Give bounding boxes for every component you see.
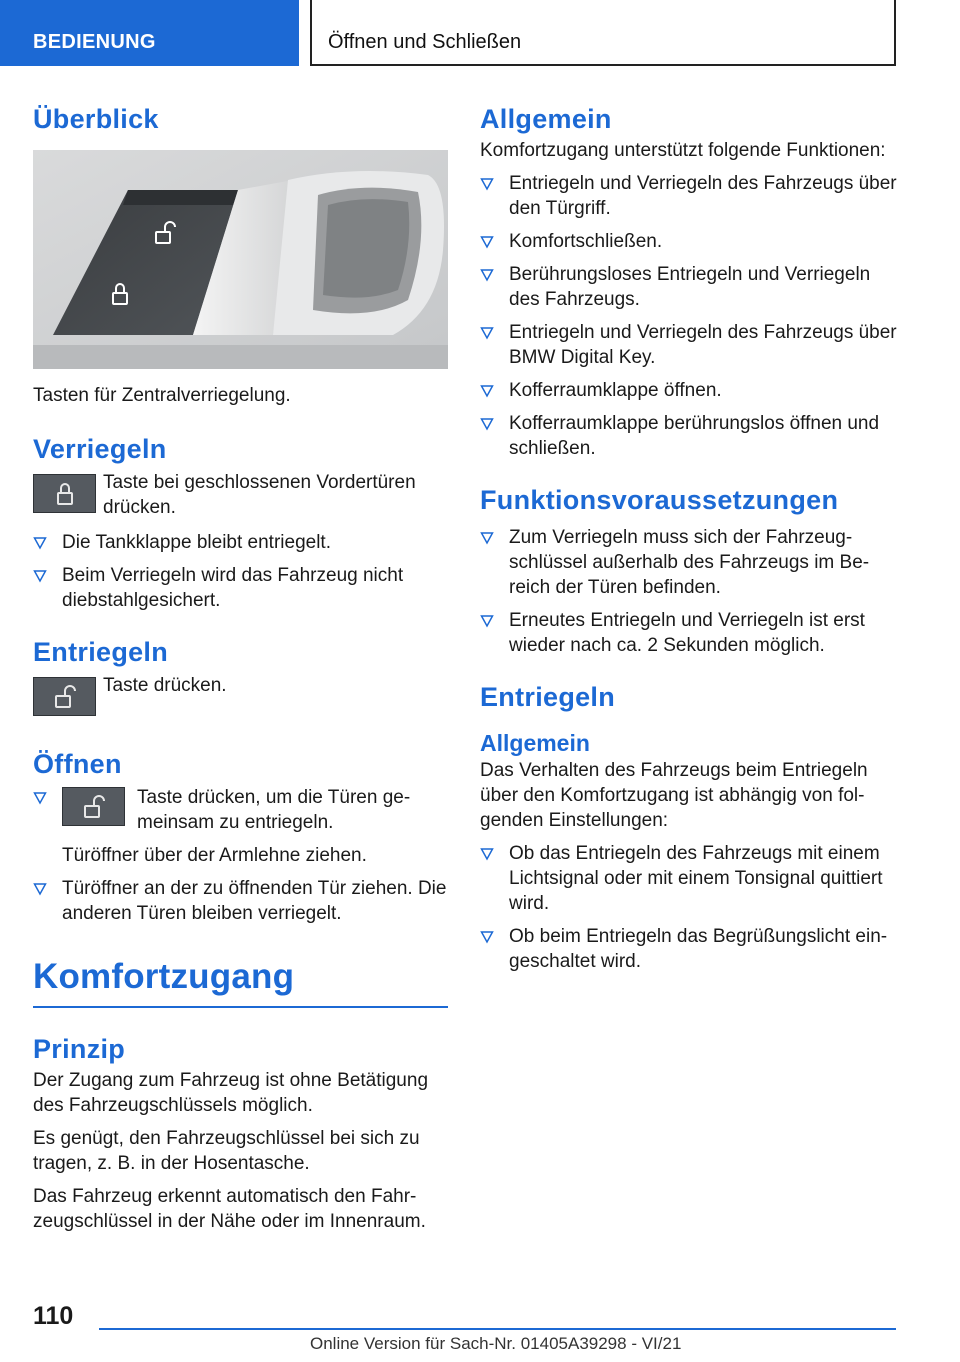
list-item <box>480 171 900 221</box>
list-item <box>33 563 448 613</box>
right-column <box>480 100 900 974</box>
section-tab: BEDIENUNG <box>0 0 299 66</box>
list-item-text: Zum Verriegeln muss sich der Fahrzeugschlüssel außerhalb des Fahrzeugs im Bereich der Türen befinden. <box>509 527 870 598</box>
bullet-triangle-icon <box>33 786 47 808</box>
principle-paragraph-2: Es genügt, den Fahrzeugschlüssel bei sich zu tragen, z. B. in der Hosentasche. <box>33 1128 420 1174</box>
list-item-text: Entriegeln und Verriegeln des Fahrzeugs über BMW Digital Key. <box>509 322 897 368</box>
heading-overview: Überblick <box>33 104 159 134</box>
list-item-text: Türöffner an der zu öffnenden Tür ziehen. Die anderen Türen bleiben verriegelt. <box>62 878 447 924</box>
bullet-triangle-icon <box>480 842 494 864</box>
open-subtext: Türöffner über der Armlehne ziehen. <box>62 845 367 866</box>
bullet-triangle-icon <box>480 526 494 548</box>
left-column <box>33 100 448 1234</box>
list-item-text: Ob das Entriegeln des Fahrzeugs mit einem Lichtsignal oder mit einem Tonsignal quittiert wird. <box>509 843 883 914</box>
lock-text: Taste bei geschlossenen Vordertüren drücken. <box>103 472 416 518</box>
principle-paragraph-1: Der Zugang zum Fahrzeug ist ohne Betätigung des Fahrzeugschlüssels möglich. <box>33 1070 429 1116</box>
list-item <box>480 841 900 916</box>
heading-principle: Prinzip <box>33 1034 126 1064</box>
list-item <box>480 229 900 254</box>
list-item-text: Kofferraumklappe öffnen. <box>509 380 722 401</box>
list-item <box>480 320 900 370</box>
bullet-triangle-icon <box>33 531 47 553</box>
list-item-text: Ob beim Entriegeln das Begrüßungslicht eingeschaltet wird. <box>509 926 888 972</box>
general-list <box>480 171 900 461</box>
bullet-triangle-icon <box>480 263 494 285</box>
page-number: 110 <box>33 1302 74 1330</box>
unlock-instruction <box>33 673 448 725</box>
list-item-text: Taste drücken, um die Türen gemeinsam zu entriegeln. <box>137 787 411 833</box>
list-item <box>33 876 448 926</box>
footer-divider <box>99 1328 896 1330</box>
principle-paragraph-3: Das Fahrzeug erkennt automatisch den Fahrzeugschlüssel in der Nähe oder im Innenraum. <box>33 1186 426 1232</box>
list-item-text: Komfortschließen. <box>509 231 663 252</box>
bullet-triangle-icon <box>480 321 494 343</box>
heading-open: Öffnen <box>33 749 122 779</box>
requirements-list <box>480 525 900 658</box>
door-handle-photo <box>33 150 448 369</box>
list-item-text: Berührungsloses Entriegeln und Verriegeln des Fahrzeugs. <box>509 264 871 310</box>
list-item <box>480 924 900 974</box>
heading-general: Allgemein <box>480 104 612 134</box>
unlock-settings-list <box>480 841 900 974</box>
bullet-triangle-icon <box>33 564 47 586</box>
unlock-intro: Das Verhalten des Fahrzeugs beim Entriegeln über den Komfortzugang ist abhängig von folgenden Einstellungen: <box>480 760 868 831</box>
subheading-general: Allgemein <box>480 730 590 756</box>
list-item-text: Erneutes Entriegeln und Verriegeln ist erst wieder nach ca. 2 Sekunden möglich. <box>509 610 865 656</box>
heading-requirements: Funktionsvoraussetzungen <box>480 485 839 515</box>
bullet-triangle-icon <box>480 925 494 947</box>
bullet-triangle-icon <box>480 172 494 194</box>
lock-list <box>33 530 448 613</box>
bullet-triangle-icon <box>33 877 47 899</box>
heading-lock: Verriegeln <box>33 434 167 464</box>
list-item-text: Die Tankklappe bleibt entriegelt. <box>62 532 331 553</box>
online-version-link[interactable]: Online Version für Sach-Nr. 01405A39298 - VI/21 <box>310 1334 682 1353</box>
unlock-text: Taste drücken. <box>103 675 227 696</box>
lock-button-icon <box>33 474 96 513</box>
list-item-text: Beim Verriegeln wird das Fahrzeug nicht diebstahlgesichert. <box>62 565 404 611</box>
list-item-text: Kofferraumklappe berührungslos öffnen und schließen. <box>509 413 880 459</box>
list-item <box>480 608 900 658</box>
list-item <box>33 530 448 555</box>
bullet-triangle-icon <box>480 379 494 401</box>
heading-comfort-access: Komfortzugang <box>33 954 448 1008</box>
chapter-title: Öffnen und Schließen <box>310 0 896 66</box>
open-list <box>33 785 448 835</box>
list-item <box>480 262 900 312</box>
heading-unlock: Entriegeln <box>33 637 169 667</box>
unlock-button-icon <box>62 787 125 826</box>
general-intro: Komfortzugang unterstützt folgende Funktionen: <box>480 140 886 161</box>
list-item-text: Entriegeln und Verriegeln des Fahrzeugs über den Türgriff. <box>509 173 897 219</box>
list-item <box>33 785 448 835</box>
bullet-triangle-icon <box>480 412 494 434</box>
unlock-button-icon <box>33 677 96 716</box>
heading-unlock-comfort: Entriegeln <box>480 682 616 712</box>
bullet-triangle-icon <box>480 230 494 252</box>
photo-caption: Tasten für Zentralverriegelung. <box>33 385 291 406</box>
list-item <box>480 378 900 403</box>
lock-instruction <box>33 470 448 522</box>
list-item <box>480 411 900 461</box>
list-item <box>480 525 900 600</box>
open-list-2 <box>33 876 448 926</box>
bullet-triangle-icon <box>480 609 494 631</box>
